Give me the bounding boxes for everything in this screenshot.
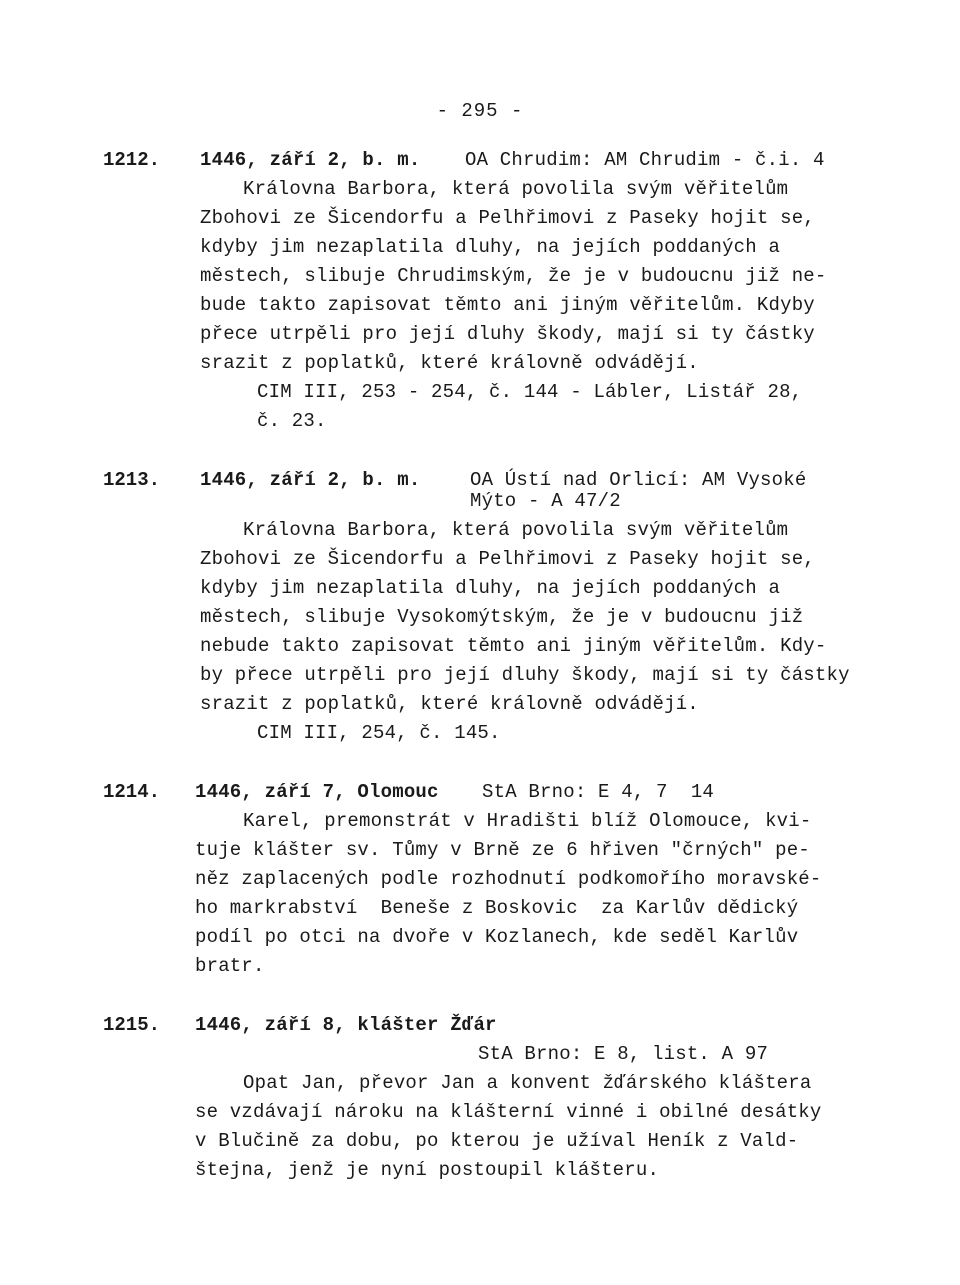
page-number: - 295 - [436,100,524,122]
entry-line: Královna Barbora, která povolila svým věřitelům [243,519,789,541]
entry-line: ho markrabství Beneše z Boskovic za Karlův dědický [195,897,799,919]
entry-line: bratr. [195,955,265,977]
entry-line: Opat Jan, převor Jan a konvent žďárského kláštera [243,1072,812,1094]
entry-line: Zbohovi ze Šicendorfu a Pelhřimovi z Paseky hojit se, [200,207,815,229]
entry-number-1213: 1213. [103,469,161,491]
entry-line: kdyby jim nezaplatila dluhy, na jejích poddaných a [200,577,781,599]
entry-archive-1212: OA Chrudim: AM Chrudim - č.i. 4 [465,149,825,171]
entry-line: městech, slibuje Chrudimským, že je v budoucnu již ne- [200,265,827,287]
entry-reference: č. 23. [257,410,327,432]
entry-archive-1215: StA Brno: E 8, list. A 97 [478,1043,769,1065]
entry-line: by přece utrpěli pro její dluhy škody, mají si ty částky [200,664,850,686]
entry-line: se vzdávají nároku na klášterní vinné i obilné desátky [195,1101,822,1123]
entry-line: podíl po otci na dvoře v Kozlanech, kde seděl Karlův [195,926,799,948]
entry-line: srazit z poplatků, které královně odvádějí. [200,693,699,715]
entry-line: městech, slibuje Vysokomýtským, že je v budoucnu již [200,606,804,628]
entry-line: v Blučině za dobu, po kterou je užíval Heník z Vald- [195,1130,799,1152]
entry-number-1214: 1214. [103,781,161,803]
entry-reference: CIM III, 254, č. 145. [257,722,501,744]
entry-line: srazit z poplatků, které královně odvádějí. [200,352,699,374]
entry-line: bude takto zapisovat těmto ani jiným věřitelům. Kdyby [200,294,815,316]
entry-header-1213: 1446, září 2, b. m. [200,469,421,491]
entry-line: nebude takto zapisovat těmto ani jiným věřitelům. Kdy- [200,635,827,657]
entry-line: tuje klášter sv. Tůmy v Brně ze 6 hřiven "črných" pe- [195,839,810,861]
entry-line: Karel, premonstrát v Hradišti blíž Olomouce, kvi- [243,810,812,832]
entry-header-1212: 1446, září 2, b. m. [200,149,421,171]
entry-archive-1213-cont: Mýto - A 47/2 [470,490,621,512]
entry-archive-1213: OA Ústí nad Orlicí: AM Vysoké [470,469,807,491]
entry-number-1215: 1215. [103,1014,161,1036]
entry-line: kdyby jim nezaplatila dluhy, na jejích poddaných a [200,236,781,258]
entry-archive-1214: StA Brno: E 4, 7 14 [482,781,715,803]
entry-line: štejna, jenž je nyní postoupil klášteru. [195,1159,660,1181]
entry-header-1214: 1446, září 7, Olomouc [195,781,439,803]
entry-line: něz zaplacených podle rozhodnutí podkomořího moravské- [195,868,822,890]
entry-number-1212: 1212. [103,149,161,171]
entry-line: Královna Barbora, která povolila svým věřitelům [243,178,789,200]
entry-line: přece utrpěli pro její dluhy škody, mají si ty částky [200,323,815,345]
entry-line: Zbohovi ze Šicendorfu a Pelhřimovi z Paseky hojit se, [200,548,815,570]
entry-reference: CIM III, 253 - 254, č. 144 - Lábler, Listář 28, [257,381,803,403]
entry-header-1215: 1446, září 8, klášter Žďár [195,1014,497,1036]
